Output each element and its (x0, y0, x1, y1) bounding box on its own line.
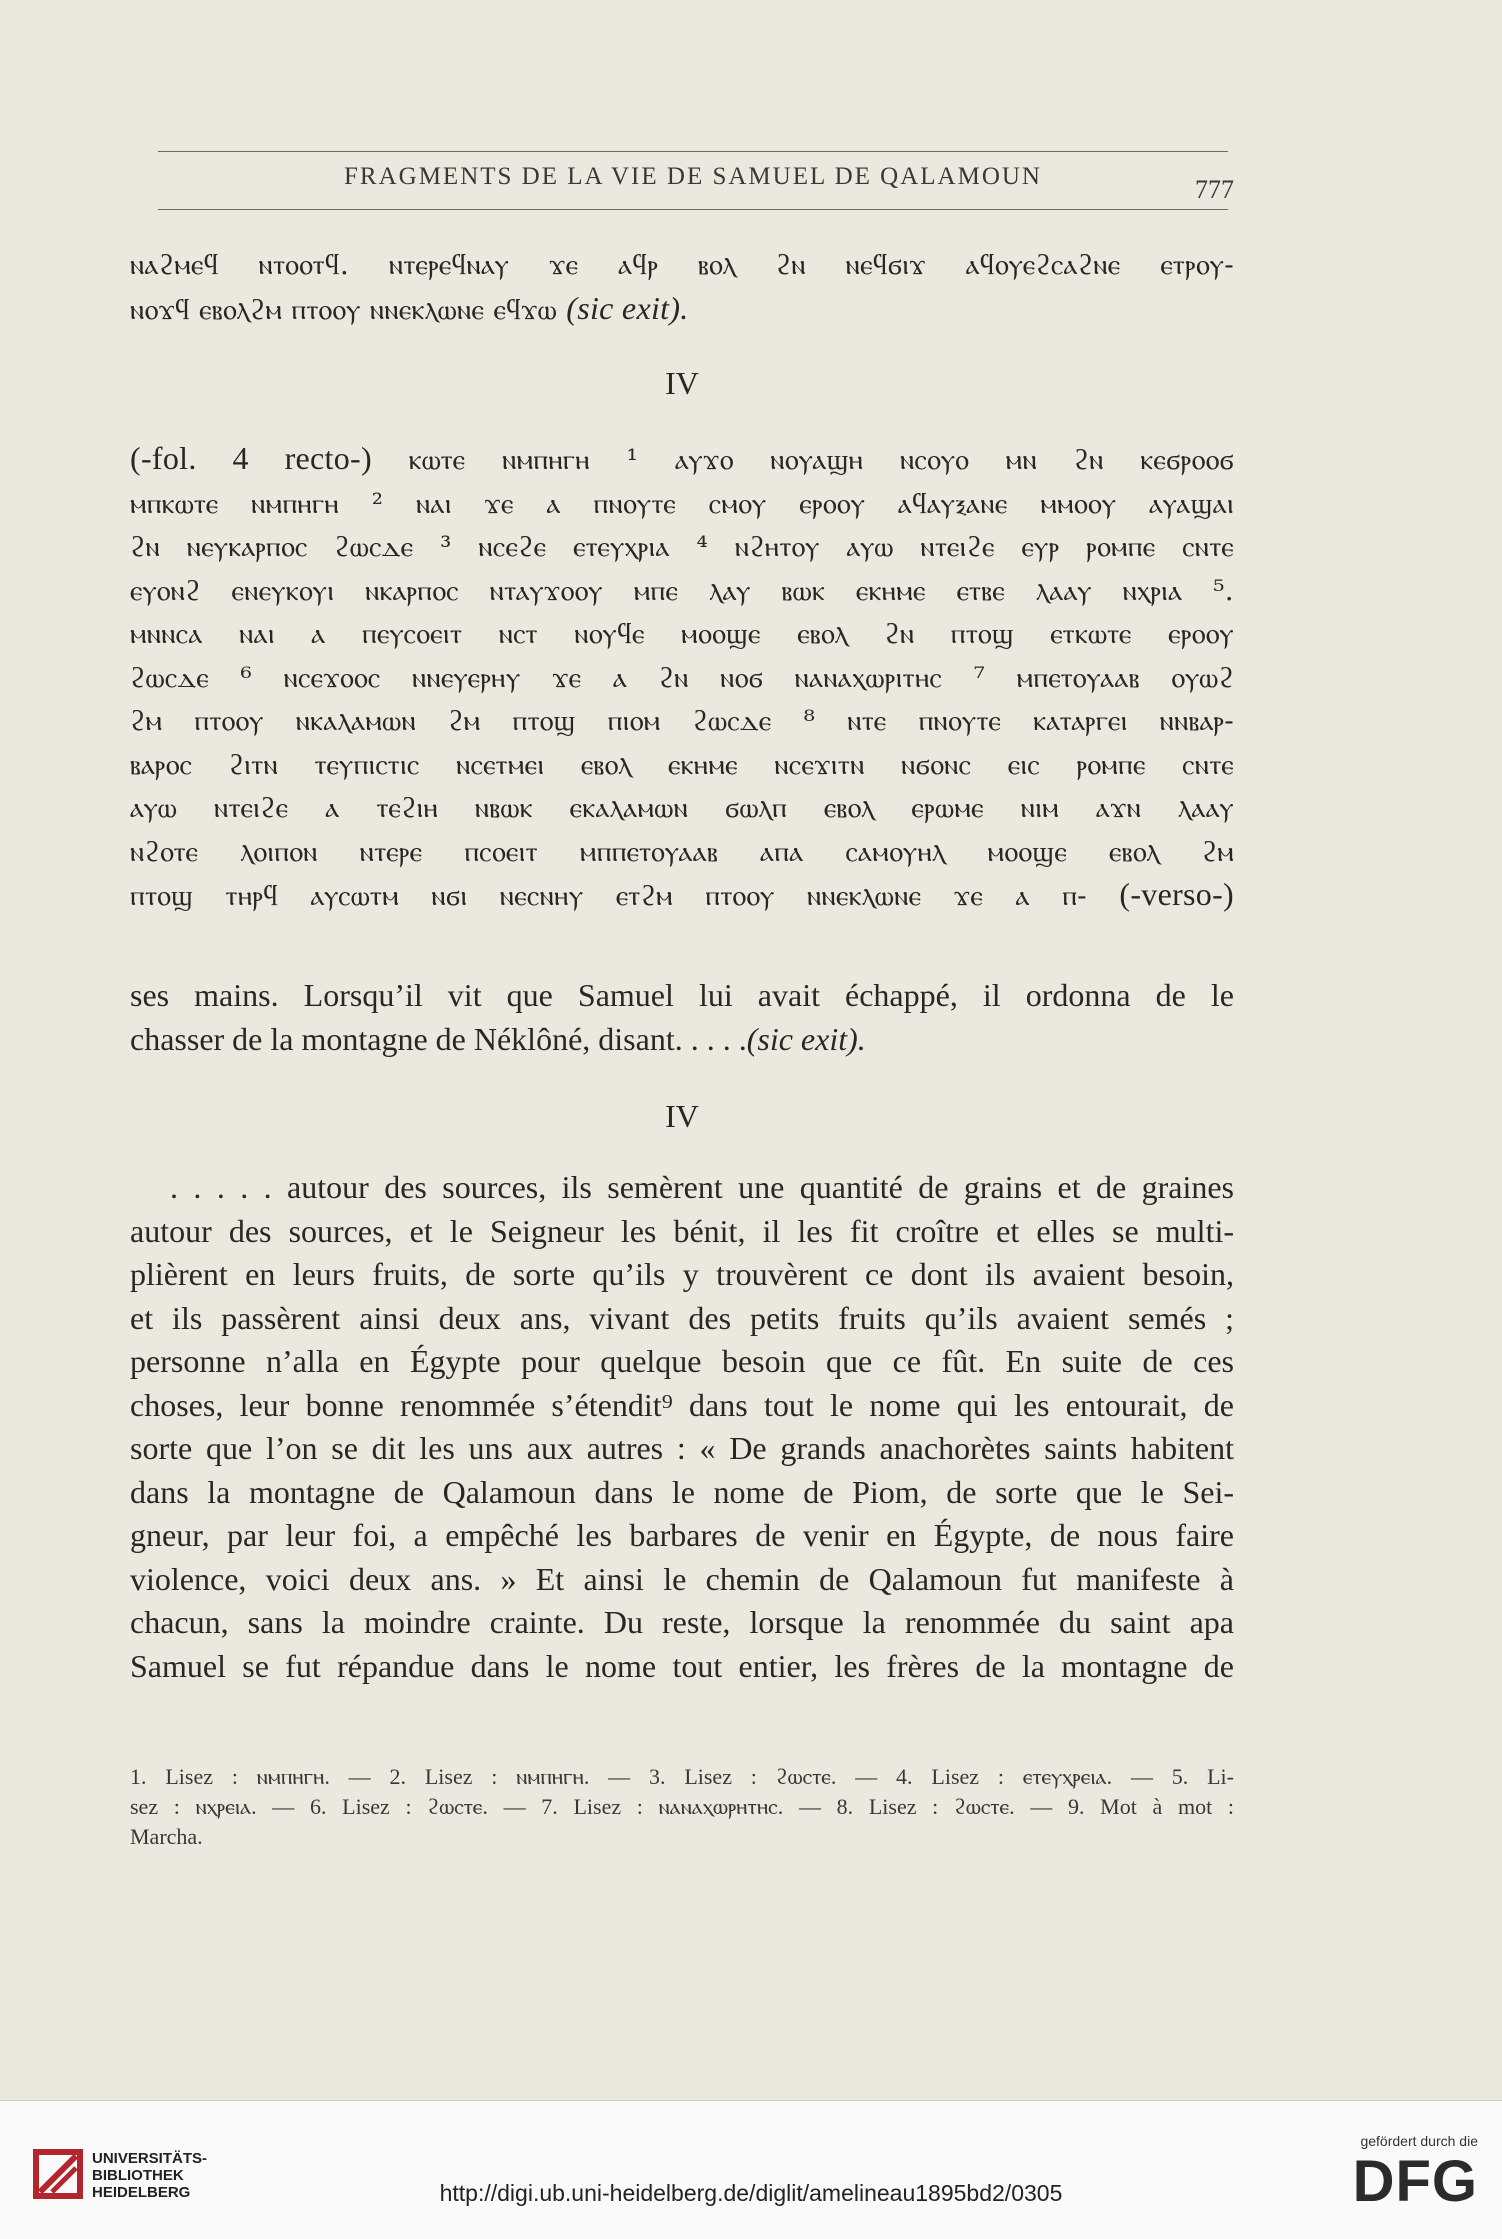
coptic-line (130, 743, 1234, 787)
viewer-footer (0, 2100, 1502, 2239)
coptic-line (130, 482, 1234, 526)
coptic-line-text: ⲛⲟϫϥ ⲉⲃⲟⲗϩⲙ ⲡⲧⲟⲟⲩ ⲛⲛⲉⲕⲗⲱⲛⲉ ⲉϥϫⲱ (130, 292, 558, 326)
footnote-line: sez : ⲛⲭⲣⲉⲓⲁ. — 6. Lisez : ϩⲱⲥⲧⲉ. — 7. Lisez : ⲛⲁⲛⲁⲭⲱⲣⲏⲧⲏⲥ. — 8. Lisez : ϩⲱⲥⲧⲉ. — 9. Mot à mot : (130, 1794, 1234, 1819)
footer-divider (0, 2100, 1502, 2101)
coptic-line: ⲛⲁϩⲙⲉϥ ⲛⲧⲟⲟⲧϥ. ⲛⲧⲉⲣⲉϥⲛⲁⲩ ϫⲉ ⲁϥⲣ ⲃⲟⲗ ϩⲛ ⲛⲉϥϭⲓϫ ⲁϥⲟⲩⲉϩⲥⲁϩⲛⲉ ⲉⲧⲣⲟⲩ- (130, 248, 1234, 281)
section-heading: IV (665, 1098, 699, 1134)
dfg-logo: DFG (1352, 2149, 1478, 2214)
french-line: Samuel se fut répandue dans le nome tout entier, les frères de la montagne de (130, 1647, 1234, 1684)
footnote-line: Marcha. (130, 1824, 203, 1849)
footnote-line: 1. Lisez : ⲛⲙⲡⲏⲅⲏ. — 2. Lisez : ⲛⲙⲡⲏⲅⲏ. — 3. Lisez : ϩⲱⲥⲧⲉ. — 4. Lisez : ⲉⲧⲉⲩⲭⲣⲉⲓⲁ. — 5. Li- (130, 1764, 1234, 1789)
coptic-line (130, 830, 1234, 874)
french-line: et ils passèrent ainsi deux ans, vivant des petits fruits qu’ils avaient semés ; (130, 1299, 1234, 1336)
coptic-line-text: ϩⲛ ⲛⲉⲩⲕⲁⲣⲡⲟⲥ ϩⲱⲥⲇⲉ ³ ⲛⲥⲉϩⲉ ⲉⲧⲉⲩⲭⲣⲓⲁ ⁴ ⲛϩⲏⲧⲟⲩ ⲁⲩⲱ ⲛⲧⲉⲓϩⲉ ⲉⲩⲣ ⲣⲟⲙⲡⲉ ⲥⲛⲧⲉ (130, 530, 1234, 563)
coptic-line-text: ϩⲱⲥⲇⲉ ⁶ ⲛⲥⲉϫⲟⲟⲥ ⲛⲛⲉⲩⲉⲣⲏⲩ ϫⲉ ⲁ ϩⲛ ⲛⲟϭ ⲛⲁⲛⲁⲭⲱⲣⲓⲧⲏⲥ ⁷ ⲙⲡⲉⲧⲟⲩⲁⲁⲃ ⲟⲩⲱϩ (130, 660, 1234, 694)
french-line: sorte que l’on se dit les uns aux autres : « De grands anachorètes saints habitent (130, 1430, 1234, 1466)
coptic-line (130, 525, 1234, 569)
coptic-line-text: ⲃⲁⲣⲟⲥ ϩⲓⲧⲛ ⲧⲉⲩⲡⲓⲥⲧⲓⲥ ⲛⲥⲉⲧⲙⲉⲓ ⲉⲃⲟⲗ ⲉⲕⲏⲙⲉ ⲛⲥⲉϫⲓⲧⲛ ⲛϭⲟⲛⲥ ⲉⲓⲥ ⲣⲟⲙⲡⲉ ⲥⲛⲧⲉ (130, 747, 1234, 781)
french-line: gneur, par leur foi, a empêché les barbares de venir en Égypte, de nous faire (130, 1517, 1234, 1553)
french-line: personne n’alla en Égypte pour quelque besoin que ce fût. En suite de ces (130, 1343, 1234, 1379)
permalink-url[interactable]: http://digi.ub.uni-heidelberg.de/diglit/amelineau1895bd2/0305 (439, 2180, 1063, 2206)
coptic-line-text: ⲡⲧⲟϣ ⲧⲏⲣϥ ⲁⲩⲥⲱⲧⲙ ⲛϭⲓ ⲛⲉⲥⲛⲏⲩ ⲉⲧϩⲙ ⲡⲧⲟⲟⲩ ⲛⲛⲉⲕⲗⲱⲛⲉ ϫⲉ ⲁ ⲡ- (130, 879, 1087, 912)
coptic-line (130, 612, 1234, 656)
coptic-line (130, 786, 1234, 830)
french-line: ses mains. Lorsqu’il vit que Samuel lui avait échappé, il ordonna de le (130, 977, 1234, 1013)
coptic-line (130, 656, 1234, 700)
sic-note: (sic exit). (566, 289, 689, 326)
coptic-intro-paragraph (130, 243, 1234, 331)
french-intro-paragraph (130, 974, 1234, 1061)
french-line-text: chasser de la montagne de Néklôné, disant. . . . . (130, 1020, 747, 1057)
coptic-line-text: ⲁⲩⲱ ⲛⲧⲉⲓϩⲉ ⲁ ⲧⲉϩⲓⲏ ⲛⲃⲱⲕ ⲉⲕⲁⲗⲁⲙⲱⲛ ϭⲱⲗⲡ ⲉⲃⲟⲗ ⲉⲣⲱⲙⲉ ⲛⲓⲙ ⲁϫⲛ ⲗⲁⲁⲩ (130, 791, 1234, 824)
header-top-rule (158, 151, 1228, 152)
sic-note: (sic exit). (746, 1020, 866, 1057)
folio-marker: (-fol. 4 recto-) (130, 440, 372, 476)
coptic-main-paragraph (130, 437, 1234, 918)
coptic-line (130, 287, 1234, 332)
coptic-line-text: ⲛϩⲟⲧⲉ ⲗⲟⲓⲡⲟⲛ ⲛⲧⲉⲣⲉ ⲡⲥⲟⲉⲓⲧ ⲙⲡⲡⲉⲧⲟⲩⲁⲁⲃ ⲁⲡⲁ ⲥⲁⲙⲟⲩⲏⲗ ⲙⲟⲟϣⲉ ⲉⲃⲟⲗ ϩⲙ (130, 834, 1234, 868)
french-main-paragraph (130, 1166, 1234, 1688)
sponsor-label: gefördert durch die (1360, 2133, 1478, 2149)
french-line: . . . . . autour des sources, ils semèrent une quantité de grains et de graines (170, 1169, 1234, 1205)
french-line: violence, voici deux ans. » Et ainsi le chemin de Qalamoun fut manifeste à (130, 1560, 1234, 1597)
french-line: chacun, sans la moindre crainte. Du reste, lorsque la renommée du saint apa (130, 1604, 1234, 1640)
french-line: autour des sources, et le Seigneur les bénit, il les fit croître et elles se multi- (130, 1212, 1234, 1249)
coptic-line-text: ϩⲙ ⲡⲧⲟⲟⲩ ⲛⲕⲁⲗⲁⲙⲱⲛ ϩⲙ ⲡⲧⲟϣ ⲡⲓⲟⲙ ϩⲱⲥⲇⲉ ⁸ ⲛⲧⲉ ⲡⲛⲟⲩⲧⲉ ⲕⲁⲧⲁⲣⲅⲉⲓ ⲛⲛⲃⲁⲣ- (130, 704, 1234, 737)
section-heading: IV (665, 365, 699, 401)
coptic-line (130, 699, 1234, 743)
university-name-line: HEIDELBERG (92, 2184, 191, 2201)
french-line (130, 1018, 1234, 1062)
page-number: 777 (1195, 175, 1234, 204)
coptic-line (130, 873, 1234, 918)
folio-marker: (-verso-) (1119, 876, 1234, 912)
coptic-line-text: ⲕⲱⲧⲉ ⲛⲙⲡⲏⲅⲏ ¹ ⲁⲩϫⲟ ⲛⲟⲩⲁϣⲏ ⲛⲥⲟⲩⲟ ⲙⲛ ϩⲛ ⲕⲉϭⲣⲟⲟϭ (408, 443, 1234, 476)
french-line: dans la montagne de Qalamoun dans le nome de Piom, de sorte que le Sei- (130, 1473, 1234, 1510)
coptic-line (130, 437, 1234, 482)
header-bottom-rule (158, 209, 1228, 210)
coptic-line-text: ⲙⲛⲛⲥⲁ ⲛⲁⲓ ⲁ ⲡⲉⲩⲥⲟⲉⲓⲧ ⲛⲥⲧ ⲛⲟⲩϥⲉ ⲙⲟⲟϣⲉ ⲉⲃⲟⲗ ϩⲛ ⲡⲧⲟϣ ⲉⲧⲕⲱⲧⲉ ⲉⲣⲟⲟⲩ (130, 617, 1234, 650)
coptic-line-text: ⲙⲡⲕⲱⲧⲉ ⲛⲙⲡⲏⲅⲏ ² ⲛⲁⲓ ϫⲉ ⲁ ⲡⲛⲟⲩⲧⲉ ⲥⲙⲟⲩ ⲉⲣⲟⲟⲩ ⲁϥⲁⲩⲝⲁⲛⲉ ⲙⲙⲟⲟⲩ ⲁⲩⲁϣⲁⲓ (130, 486, 1234, 520)
footnotes (130, 1762, 1234, 1852)
coptic-line-text: ⲉⲩⲟⲛϩ ⲉⲛⲉⲩⲕⲟⲩⲓ ⲛⲕⲁⲣⲡⲟⲥ ⲛⲧⲁⲩϫⲟⲟⲩ ⲙⲡⲉ ⲗⲁⲩ ⲃⲱⲕ ⲉⲕⲏⲙⲉ ⲉⲧⲃⲉ ⲗⲁⲁⲩ ⲛⲭⲣⲓⲁ ⁵. (130, 573, 1234, 607)
french-line: choses, leur bonne renommée s’étendit⁹ dans tout le nome qui les entourait, de (130, 1386, 1234, 1423)
running-header-title: FRAGMENTS DE LA VIE DE SAMUEL DE QALAMOUN (344, 163, 1042, 190)
coptic-line (130, 569, 1234, 613)
university-name-line: UNIVERSITÄTS- (92, 2150, 208, 2167)
university-name-line: BIBLIOTHEK (92, 2167, 184, 2184)
french-line: plièrent en leurs fruits, de sorte qu’ils y trouvèrent ce dont ils avaient besoin, (130, 1256, 1234, 1292)
